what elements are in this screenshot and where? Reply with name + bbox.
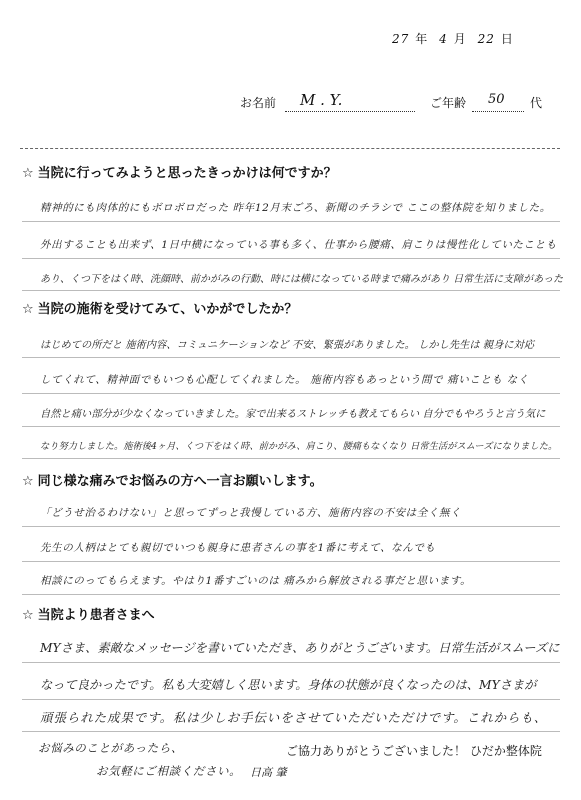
question-2 (22, 298, 297, 317)
age-underline (472, 110, 524, 112)
ruled-line (22, 258, 560, 259)
star-icon: ☆ (22, 166, 34, 181)
question-3-text: 同じ様な痛みでお悩みの方へ一言お願いします。 (37, 474, 323, 489)
ruled-line (22, 699, 560, 700)
date-year: 27 (392, 32, 410, 46)
answer-2-line-4: なり努力しました。施術後4ヶ月、くつ下をはく時、前かがみ、肩こり、腰痛もなくなり 日常生活がスムーズになりました。 (40, 441, 558, 452)
ruled-line (22, 357, 560, 358)
ruled-line (22, 526, 560, 527)
answer-3-line-2: 先生の人柄はとても親切でいつも親身に患者さんの事を1番に考えて、なんでも (40, 542, 436, 554)
answer-4-line-1: MYさま、素敵なメッセージを書いていただき、ありがとうございます。日常生活がスムーズに (40, 641, 560, 655)
date-year-unit: 年 (415, 32, 429, 46)
star-icon: ☆ (22, 474, 34, 489)
star-icon: ☆ (22, 302, 34, 317)
name-label: お名前 (240, 96, 277, 110)
ruled-line (22, 393, 560, 394)
name-underline (285, 110, 415, 112)
age-unit: 代 (530, 96, 543, 110)
ruled-line (22, 594, 560, 595)
date-day-unit: 日 (500, 32, 514, 46)
ruled-line (22, 561, 560, 562)
answer-1-line-3: あり、くつ下をはく時、洗顔時、前かがみの行動、時には横になっている時まで痛みがあり 日常生活に支障があった (40, 274, 564, 285)
answer-4-line-3: 頑張られた成果です。私は少しお手伝いをさせていただいただけです。これからも、 (40, 710, 548, 725)
answer-2-line-2: してくれて、精神面でもいつも心配してくれました。 施術内容もあっという間で 痛いことも なく (40, 374, 529, 386)
answer-3-line-1: 「どうせ治るわけない」と思ってずっと我慢している方、施術内容の不安は全く無く (40, 507, 462, 519)
answer-1-line-1: 精神的にも肉体的にもボロボロだった 昨年12月末ごろ、新聞のチラシで ここの整体院を知りました。 (40, 202, 551, 214)
ruled-line (22, 662, 560, 663)
answer-4-line-5: お気軽にご相談ください。 (96, 764, 242, 778)
divider (20, 148, 560, 149)
ruled-line (22, 458, 560, 459)
ruled-line (22, 731, 560, 732)
answer-4-line-4: お悩みのことがあったら、 (38, 741, 184, 755)
name-value: M . Y. (300, 91, 343, 109)
answer-2-line-3: 自然と痛い部分が少なくなっていきました。家で出来るストレッチも教えてもらい 自分でもやろうと言う気に (40, 408, 546, 420)
date-month: 4 (439, 32, 448, 46)
ruled-line (22, 221, 560, 222)
date (392, 30, 520, 47)
question-4 (22, 604, 155, 623)
date-day: 22 (477, 32, 495, 46)
answer-2-line-1: はじめての所だと 施術内容、コミュニケーションなど 不安、緊張がありました。 しかし先生は 親身に対応 (40, 339, 535, 351)
question-1-text: 当院に行ってみようと思ったきっかけは何ですか？ (37, 166, 337, 181)
age-value: 50 (488, 92, 505, 107)
answer-4-line-2: なって良かったです。私も大変嬉しく思います。身体の状態が良くなったのは、MYさまが (40, 678, 537, 692)
question-2-text: 当院の施術を受けてみて、いかがでしたか？ (37, 302, 298, 317)
question-4-text: 当院より患者さまへ (37, 608, 155, 623)
profile-row (240, 92, 560, 112)
age-label: ご年齢 (430, 96, 467, 110)
clinic-thanks: ご協力ありがとうございました！ ひだか整体院 (286, 744, 542, 758)
question-1 (22, 162, 337, 181)
star-icon: ☆ (22, 608, 34, 623)
signature: 日高 肇 (250, 766, 287, 779)
answer-1-line-2: 外出することも出来ず、1日中横になっている事も多く、仕事から腰痛、肩こりは慢性化していたことも (40, 239, 557, 251)
answer-3-line-3: 相談にのってもらえます。やはり1番すごいのは 痛みから解放される事だと思います。 (40, 575, 472, 587)
question-3 (22, 470, 323, 489)
ruled-line (22, 290, 560, 291)
date-month-unit: 月 (453, 32, 467, 46)
ruled-line (22, 426, 560, 427)
